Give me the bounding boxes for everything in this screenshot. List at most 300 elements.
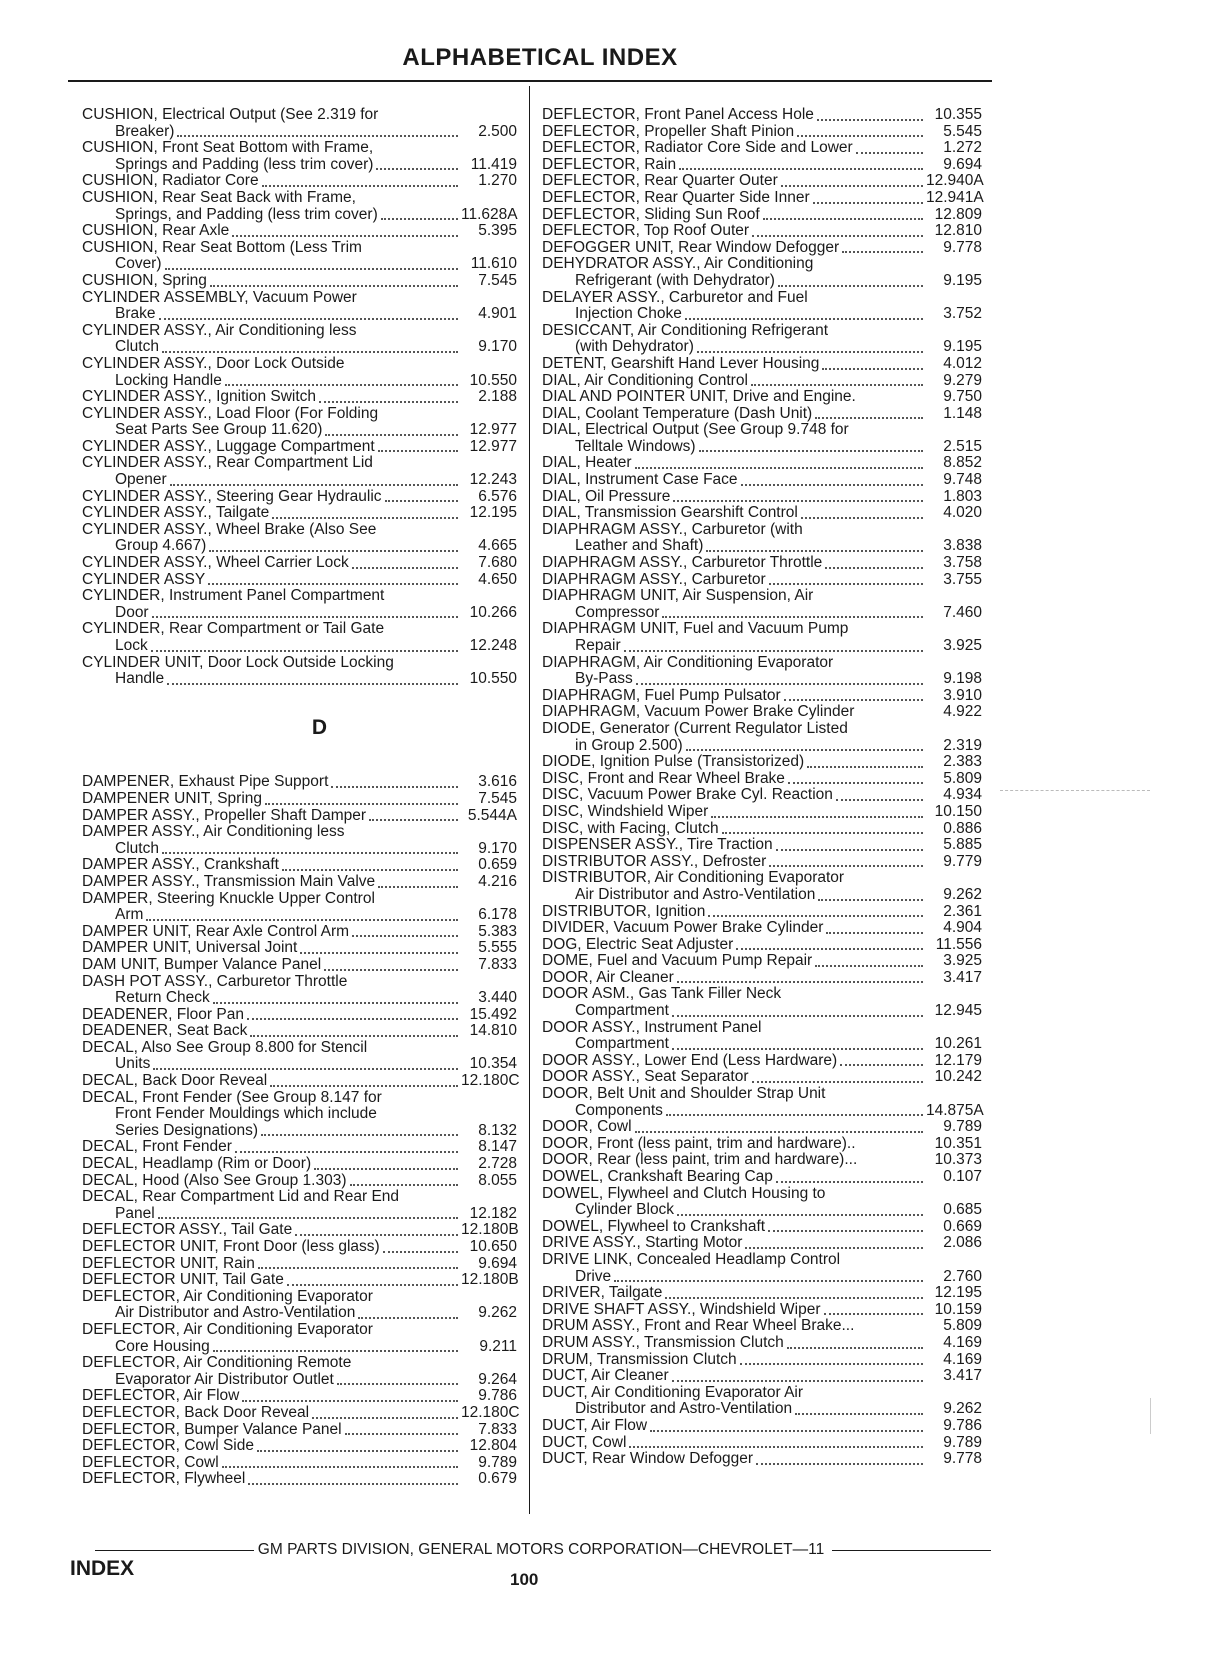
entry-text: Air Distributor and Astro-Ventilation — [115, 1304, 356, 1322]
group-number: 3.925 — [943, 952, 982, 970]
group-number: 4.922 — [943, 703, 982, 721]
entry-line — [82, 472, 517, 489]
entry-text: Units — [115, 1055, 151, 1073]
entry-line — [542, 1169, 982, 1186]
entry-line — [82, 1123, 517, 1140]
entry-line — [82, 1040, 517, 1057]
entry-text: DIAL, Transmission Gearshift Control — [542, 504, 798, 522]
entry-text: DISTRIBUTOR, Air Conditioning Evaporator — [542, 869, 845, 887]
entry-text: Refrigerant (with Dehydrator) — [575, 271, 775, 289]
dot-leader — [210, 285, 458, 287]
group-number: 10.355 — [934, 106, 982, 123]
index-entry — [542, 771, 982, 788]
entry-line — [542, 572, 982, 589]
scan-mark — [1000, 790, 1150, 791]
group-number: 12.804 — [469, 1437, 517, 1455]
entry-text: DISTRIBUTOR, Ignition — [542, 902, 706, 920]
entry-text: DRUM ASSY., Front and Rear Wheel Brake... — [542, 1317, 855, 1335]
dot-leader — [162, 852, 458, 854]
entry-line — [82, 140, 517, 157]
entry-line — [82, 1305, 517, 1322]
index-entry — [82, 891, 517, 924]
group-number: 11.628A — [461, 205, 518, 223]
entry-line — [82, 1455, 517, 1472]
group-number: 9.789 — [478, 1453, 517, 1471]
group-number: 9.279 — [943, 371, 982, 389]
group-number: 9.262 — [478, 1304, 517, 1322]
group-number: 9.789 — [943, 1433, 982, 1451]
entry-text: Door — [115, 603, 149, 621]
entry-line — [82, 373, 517, 390]
entry-list-d — [82, 773, 520, 1488]
entry-text: CYLINDER ASSY — [82, 570, 206, 588]
entry-text: Series Designations) — [115, 1121, 259, 1139]
dot-leader — [784, 699, 923, 701]
dot-leader — [797, 135, 923, 137]
entry-text: CYLINDER, Instrument Panel Compartment — [82, 587, 385, 605]
entry-text: DOG, Electric Seat Adjuster — [542, 935, 734, 953]
entry-line — [82, 605, 517, 622]
group-number: 7.833 — [478, 955, 517, 973]
dot-leader — [673, 500, 923, 502]
index-entry — [542, 472, 982, 489]
entry-text: DOOR, Front (less paint, trim and hardware).. — [542, 1134, 856, 1152]
dot-leader — [295, 1234, 458, 1236]
entry-text: CUSHION, Rear Seat Bottom (Less Trim — [82, 238, 362, 256]
entry-text: Arm — [115, 906, 144, 924]
entry-line — [82, 240, 517, 257]
entry-line — [542, 1352, 982, 1369]
entry-line — [82, 1139, 517, 1156]
entry-text: Opener — [115, 471, 167, 489]
entry-line — [542, 140, 982, 157]
entry-line — [82, 406, 517, 423]
group-number: 8.132 — [478, 1121, 517, 1139]
entry-text: DOOR ASSY., Seat Separator — [542, 1068, 749, 1086]
entry-line — [82, 1289, 517, 1306]
index-entry — [82, 356, 517, 389]
entry-line — [82, 655, 517, 672]
entry-text: DEFLECTOR, Air Conditioning Evaporator — [82, 1287, 373, 1305]
dot-leader — [247, 1018, 458, 1020]
dot-leader — [763, 218, 923, 220]
index-entry — [82, 1156, 517, 1173]
entry-text: DELAYER ASSY., Carburetor and Fuel — [542, 288, 808, 306]
dot-leader — [635, 467, 923, 469]
dot-leader — [699, 450, 923, 452]
group-number: 3.910 — [943, 686, 982, 704]
entry-line — [82, 638, 517, 655]
entry-text: CYLINDER ASSY., Wheel Brake (Also See — [82, 520, 377, 538]
group-number: 3.925 — [943, 637, 982, 654]
dot-leader — [686, 749, 923, 751]
dot-leader — [158, 1217, 458, 1219]
dot-leader — [736, 948, 923, 950]
entry-line — [542, 904, 982, 921]
group-number: 2.361 — [943, 902, 982, 920]
entry-text: DEFLECTOR, Air Conditioning Evaporator — [82, 1320, 373, 1338]
entry-line — [542, 290, 982, 307]
entry-line — [542, 920, 982, 937]
dot-leader — [636, 683, 923, 685]
column-divider — [529, 86, 530, 1514]
entry-text: DEFLECTOR, Cowl Side — [82, 1437, 254, 1455]
entry-line — [542, 1451, 982, 1468]
dot-leader — [153, 1068, 458, 1070]
entry-text: DIAL, Air Conditioning Control — [542, 371, 748, 389]
index-entry — [82, 173, 517, 190]
entry-line — [82, 505, 517, 522]
entry-text: DETENT, Gearshift Hand Lever Housing — [542, 354, 820, 372]
entry-text: DIODE, Generator (Current Regulator Listed — [542, 719, 848, 737]
index-entry — [542, 1186, 982, 1219]
entry-line — [542, 837, 982, 854]
group-number: 9.786 — [943, 1416, 982, 1434]
entry-line — [542, 455, 982, 472]
entry-line — [82, 256, 517, 273]
footer-corporation-line — [95, 1541, 991, 1559]
entry-text: DIAPHRAGM UNIT, Fuel and Vacuum Pump — [542, 620, 849, 638]
entry-text: DIAL, Coolant Temperature (Dash Unit) — [542, 404, 813, 422]
group-number: 0.679 — [478, 1470, 517, 1488]
entry-line — [82, 1372, 517, 1389]
entry-line — [542, 1252, 982, 1269]
entry-line — [542, 671, 982, 688]
entry-text: DIAL, Electrical Output (See Group 9.748 for — [542, 421, 849, 439]
index-entry — [82, 1322, 517, 1355]
index-entry — [82, 857, 517, 874]
group-number: 3.440 — [478, 989, 517, 1007]
group-number: 2.728 — [478, 1155, 517, 1173]
index-entry — [542, 1302, 982, 1319]
index-entry — [82, 1438, 517, 1455]
group-number: 9.211 — [479, 1337, 517, 1355]
entry-text: DAM UNIT, Bumper Valance Panel — [82, 955, 322, 973]
group-number: 10.354 — [469, 1055, 517, 1073]
entry-text: CUSHION, Spring — [82, 271, 207, 289]
dot-leader — [250, 1035, 458, 1037]
entry-line — [542, 1003, 982, 1020]
entry-line — [542, 1152, 982, 1169]
entry-line — [82, 455, 517, 472]
index-entry — [542, 207, 982, 224]
index-entry — [542, 489, 982, 506]
entry-line — [542, 655, 982, 672]
dot-leader — [776, 849, 923, 851]
entry-text: Drive — [575, 1267, 612, 1285]
index-entry — [542, 1418, 982, 1435]
dot-leader — [383, 1251, 458, 1253]
dot-leader — [165, 268, 458, 270]
index-entry — [542, 356, 982, 373]
entry-text: DRIVE LINK, Concealed Headlamp Control — [542, 1250, 841, 1268]
dot-leader — [209, 550, 458, 552]
group-number: 5.395 — [478, 222, 517, 240]
index-entry — [82, 240, 517, 273]
entry-line — [542, 986, 982, 1003]
index-entry — [542, 323, 982, 356]
entry-line — [82, 940, 517, 957]
entry-text: DISC, Vacuum Power Brake Cyl. Reaction — [542, 786, 833, 804]
dot-leader — [337, 1383, 458, 1385]
entry-text: DOOR, Air Cleaner — [542, 968, 674, 986]
entry-text: CYLINDER ASSY., Ignition Switch — [82, 388, 317, 406]
entry-line — [542, 937, 982, 954]
entry-line — [82, 1239, 517, 1256]
dot-leader — [258, 1267, 458, 1269]
index-entry — [82, 1040, 517, 1073]
entry-line — [542, 605, 982, 622]
dot-leader — [751, 384, 923, 386]
index-entry — [542, 173, 982, 190]
group-number: 8.852 — [943, 454, 982, 472]
index-entry — [82, 1222, 517, 1239]
entry-line — [82, 173, 517, 190]
group-number: 12.941A — [926, 188, 984, 206]
index-entry — [542, 522, 982, 555]
entry-line — [82, 1189, 517, 1206]
entry-text: DEFLECTOR, Propeller Shaft Pinion — [542, 122, 795, 140]
index-entry — [82, 406, 517, 439]
dot-leader — [381, 218, 458, 220]
entry-text: (with Dehydrator) — [575, 338, 694, 356]
entry-text: DEFLECTOR, Bumper Valance Panel — [82, 1420, 342, 1438]
entry-line — [82, 1072, 520, 1090]
entry-text: DEFLECTOR UNIT, Rain — [82, 1254, 255, 1272]
dot-leader — [213, 1350, 458, 1352]
entry-line — [542, 107, 982, 124]
entry-text: DEFLECTOR, Back Door Reveal — [82, 1403, 310, 1421]
entry-line — [82, 207, 517, 224]
index-entry — [542, 422, 982, 455]
entry-line — [542, 1186, 982, 1203]
group-number: 3.417 — [943, 968, 982, 986]
dot-leader — [614, 1280, 923, 1282]
entry-text: CYLINDER ASSEMBLY, Vacuum Power — [82, 288, 357, 306]
dot-leader — [624, 650, 923, 652]
entry-text: CYLINDER ASSY., Load Floor (For Folding — [82, 404, 379, 422]
entry-line — [82, 774, 517, 791]
entry-line — [542, 1136, 982, 1153]
entry-text: DEFLECTOR UNIT, Tail Gate — [82, 1271, 284, 1289]
dot-leader — [787, 1347, 923, 1349]
entry-text: DISC, Front and Rear Wheel Brake — [542, 769, 785, 787]
entry-text: DAMPENER, Exhaust Pipe Support — [82, 773, 329, 791]
group-number: 9.195 — [943, 271, 982, 289]
dot-leader — [815, 965, 923, 967]
entry-text: DAMPER, Steering Knuckle Upper Control — [82, 889, 375, 907]
dot-leader — [818, 899, 923, 901]
group-number: 9.262 — [943, 885, 982, 903]
footer-rule-left — [95, 1550, 254, 1551]
index-entry — [542, 1020, 982, 1053]
entry-line — [82, 1322, 517, 1339]
entry-line — [82, 223, 517, 240]
entry-line — [542, 373, 982, 390]
dot-leader — [261, 1134, 458, 1136]
entry-line — [82, 1173, 517, 1190]
entry-text: Cover) — [115, 255, 162, 273]
index-entry — [542, 1285, 982, 1302]
index-entry — [82, 140, 517, 173]
index-entry — [82, 505, 517, 522]
group-number: 1.270 — [478, 172, 517, 190]
index-entry — [542, 572, 982, 589]
dot-leader — [170, 484, 458, 486]
entry-line — [542, 1401, 982, 1418]
index-entry — [542, 190, 982, 207]
entry-text: DIAPHRAGM ASSY., Carburetor (with — [542, 520, 803, 538]
entry-line — [542, 240, 982, 257]
entry-text: CYLINDER, Rear Compartment or Tail Gate — [82, 620, 385, 638]
dot-leader — [815, 417, 923, 419]
entry-line — [82, 124, 517, 141]
entry-text: Panel — [115, 1204, 155, 1222]
group-number: 12.179 — [934, 1051, 982, 1069]
index-entry — [82, 957, 517, 974]
group-number: 5.545 — [943, 122, 982, 140]
dot-leader — [325, 434, 458, 436]
dot-leader — [741, 484, 923, 486]
index-entry — [542, 107, 982, 124]
index-entry — [82, 190, 517, 223]
group-number: 12.195 — [934, 1284, 982, 1302]
entry-line — [542, 1202, 982, 1219]
dot-leader — [222, 1466, 458, 1468]
dot-leader — [776, 1181, 923, 1183]
group-number: 8.055 — [478, 1171, 517, 1189]
dot-leader — [781, 185, 923, 187]
entry-text: Seat Parts See Group 11.620) — [115, 421, 323, 439]
entry-line — [82, 107, 517, 124]
title-rule — [68, 80, 992, 82]
entry-line — [82, 1206, 517, 1223]
index-entry — [82, 1023, 517, 1040]
entry-text: DISC, Windshield Wiper — [542, 802, 709, 820]
group-number: 10.266 — [469, 603, 517, 621]
index-entry — [542, 970, 982, 987]
dot-leader — [856, 152, 923, 154]
dot-leader — [270, 1085, 458, 1087]
entry-line — [82, 1272, 517, 1289]
entry-line — [82, 1422, 517, 1439]
group-number: 1.272 — [943, 139, 982, 157]
entry-text: Air Distributor and Astro-Ventilation — [575, 885, 816, 903]
dot-leader — [324, 969, 458, 971]
dot-leader — [706, 550, 923, 552]
entry-text: DECAL, Back Door Reveal — [82, 1072, 268, 1090]
entry-line — [82, 808, 517, 825]
index-entry — [82, 940, 517, 957]
dot-leader — [840, 1064, 923, 1066]
entry-text: DIAPHRAGM, Fuel Pump Pulsator — [542, 686, 781, 704]
entry-line — [82, 422, 517, 439]
dot-leader — [677, 981, 923, 983]
index-entry — [82, 791, 517, 808]
entry-text: DEFLECTOR, Radiator Core Side and Lower — [542, 139, 853, 157]
index-entry — [542, 1119, 982, 1136]
entry-text: DEADENER, Seat Back — [82, 1022, 248, 1040]
dot-leader — [697, 351, 923, 353]
dot-leader — [248, 1483, 458, 1485]
entry-text: DEFLECTOR, Top Roof Outer — [542, 222, 750, 240]
entry-text: DEFLECTOR, Sliding Sun Roof — [542, 205, 760, 223]
index-entry — [82, 1189, 517, 1222]
dot-leader — [650, 1430, 923, 1432]
group-number: 2.383 — [943, 753, 982, 771]
entry-line — [82, 588, 517, 605]
entry-line — [542, 489, 982, 506]
index-entry — [542, 854, 982, 871]
entry-line — [542, 389, 982, 406]
entry-text: DEFLECTOR, Air Flow — [82, 1387, 240, 1405]
group-number: 2.760 — [943, 1267, 982, 1285]
entry-line — [542, 1335, 982, 1352]
group-number: 3.417 — [943, 1367, 982, 1385]
group-number: 5.809 — [943, 769, 982, 787]
group-number: 14.875A — [926, 1101, 984, 1119]
index-entry — [82, 1239, 517, 1256]
entry-line — [542, 422, 982, 439]
index-entry — [542, 1169, 982, 1186]
entry-text: Leather and Shaft) — [575, 537, 704, 555]
entry-line — [82, 356, 517, 373]
group-number: 11.556 — [935, 935, 982, 953]
dot-leader — [665, 1297, 923, 1299]
entry-line — [542, 1235, 982, 1252]
entry-line — [542, 787, 982, 804]
dot-leader — [167, 683, 458, 685]
entry-line — [542, 1302, 982, 1319]
group-number: 12.182 — [469, 1204, 517, 1222]
entry-line — [542, 1368, 982, 1385]
dot-leader — [208, 583, 458, 585]
index-entry — [542, 1352, 982, 1369]
index-entry — [542, 1235, 982, 1252]
entry-text: DRIVE SHAFT ASSY., Windshield Wiper — [542, 1300, 821, 1318]
index-entry — [82, 1173, 517, 1190]
entry-line — [542, 1385, 982, 1402]
group-number: 9.262 — [943, 1400, 982, 1418]
entry-text: DIAPHRAGM ASSY., Carburetor — [542, 570, 766, 588]
index-entry — [542, 1385, 982, 1418]
entry-text: CUSHION, Rear Axle — [82, 222, 230, 240]
index-entry — [542, 505, 982, 522]
index-entry — [82, 223, 517, 240]
entry-line — [542, 555, 982, 572]
index-entry — [82, 323, 517, 356]
group-number: 12.243 — [469, 471, 517, 489]
index-entry — [542, 787, 982, 804]
entry-line — [542, 406, 982, 423]
entry-line — [542, 688, 982, 705]
index-entry — [542, 953, 982, 970]
entry-text: Injection Choke — [575, 305, 682, 323]
group-number: 7.545 — [478, 789, 517, 807]
entry-line — [542, 256, 982, 273]
entry-line — [542, 505, 982, 522]
group-number: 1.148 — [943, 404, 982, 422]
entry-text: DRUM ASSY., Transmission Clutch — [542, 1333, 784, 1351]
entry-line — [542, 1036, 982, 1053]
entry-line — [542, 124, 982, 141]
group-number: 4.012 — [943, 354, 982, 372]
entry-line — [542, 223, 982, 240]
entry-text: Cylinder Block — [575, 1201, 675, 1219]
entry-text: Core Housing — [115, 1337, 210, 1355]
dot-leader — [282, 869, 458, 871]
entry-line — [542, 754, 982, 771]
